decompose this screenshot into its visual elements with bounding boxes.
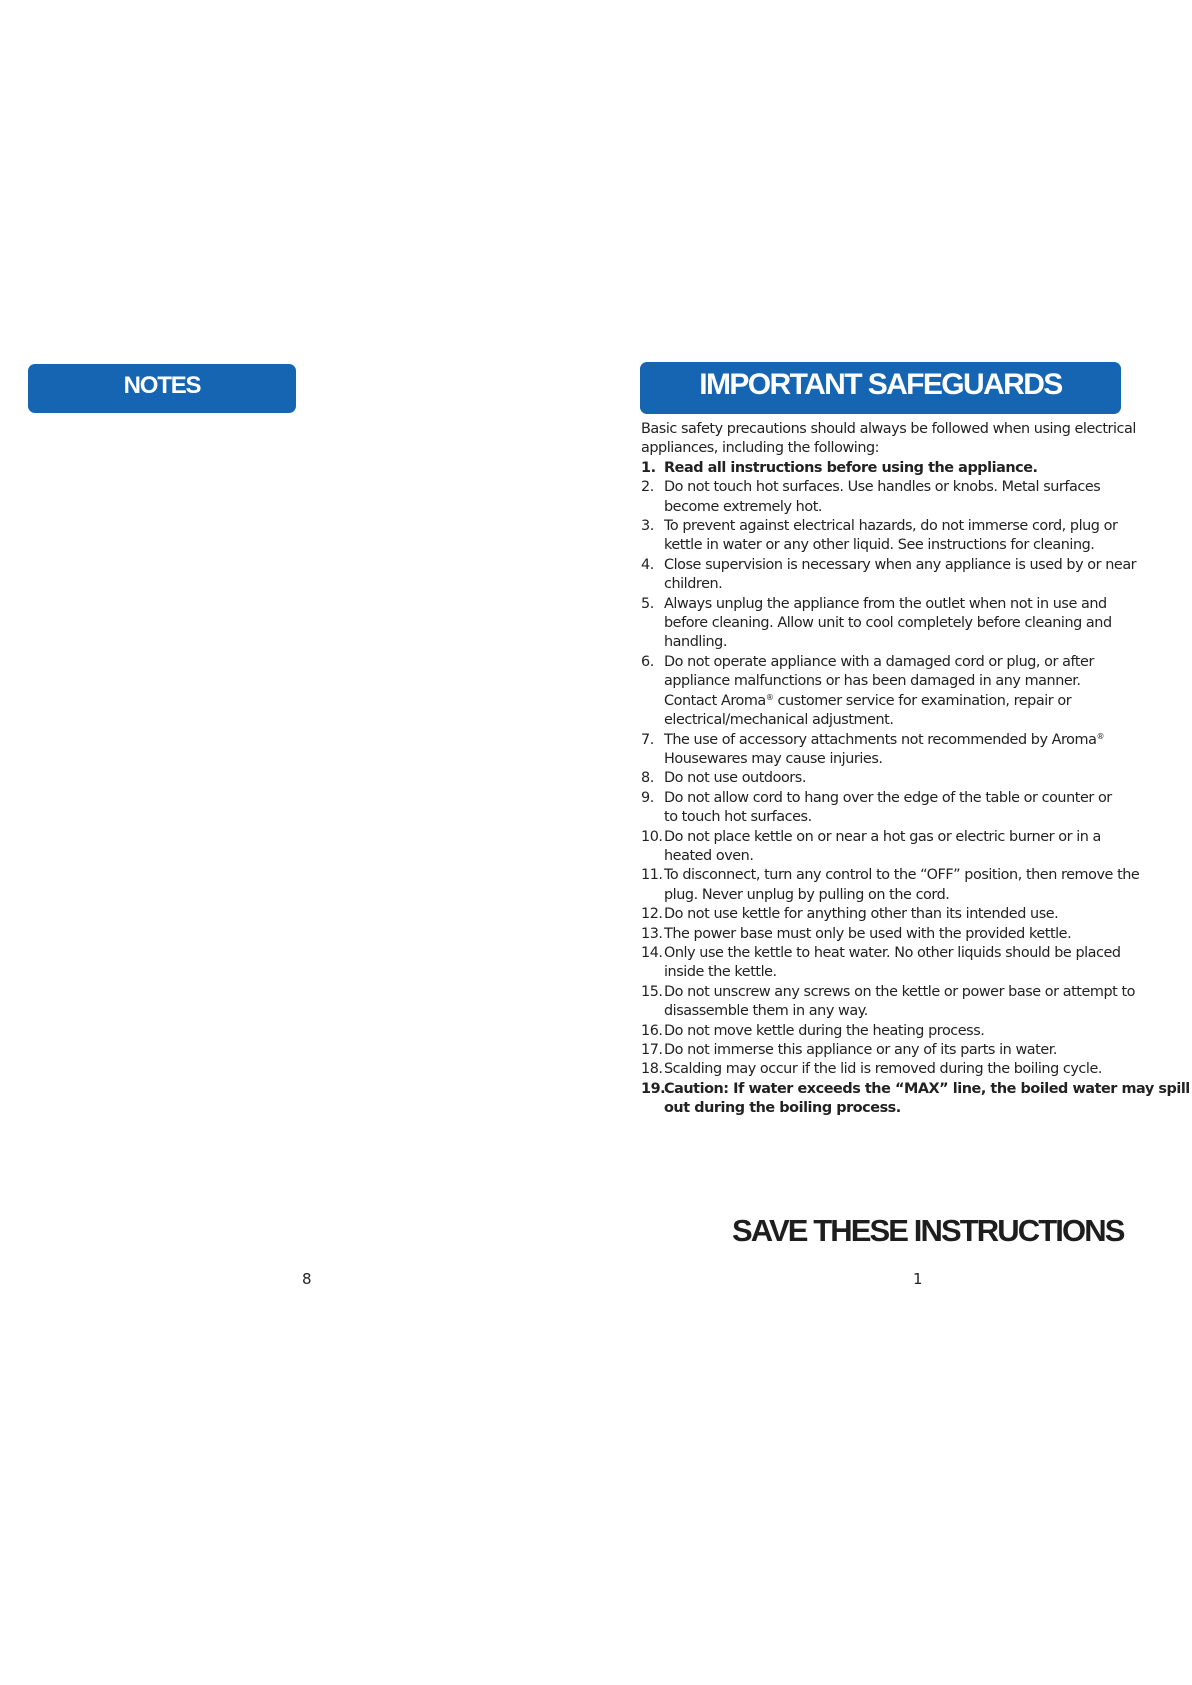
item-number: 9. [641, 789, 654, 806]
notes-header [28, 364, 296, 413]
safeguard-item-13 [641, 925, 1192, 944]
safeguard-item-4 [641, 556, 1192, 595]
safeguard-item-14 [641, 944, 1192, 983]
item-number: 5. [641, 595, 654, 612]
item-number: 4. [641, 556, 654, 573]
item-text: Caution: If water exceeds the “MAX” line, the boiled water may spill [664, 1080, 1190, 1097]
registered-mark: ® [765, 692, 774, 702]
item-text: become extremely hot. [664, 498, 823, 515]
item-text: Housewares may cause injuries. [664, 750, 883, 767]
item-text: customer service for examination, repair or [773, 692, 1072, 709]
item-text: heated oven. [664, 847, 754, 864]
item-text: Do not touch hot surfaces. Use handles or knobs. Metal surfaces [664, 479, 1101, 496]
item-text: Do not immerse this appliance or any of its parts in water. [664, 1042, 1057, 1058]
item-number: 11. [641, 867, 663, 884]
page-number-right: 1 [913, 1270, 923, 1288]
item-number: 3. [641, 518, 654, 535]
safeguard-item-16 [641, 1022, 1192, 1041]
safeguard-list [641, 459, 1192, 1119]
item-text: appliance malfunctions or has been damaged in any manner. [664, 673, 1081, 690]
intro-paragraph [641, 420, 1192, 459]
item-text: The use of accessory attachments not recommended by Aroma [664, 731, 1097, 748]
item-number: 12. [641, 906, 663, 923]
item-number: 7. [641, 731, 654, 748]
item-number: 1. [641, 459, 656, 476]
item-text: children. [664, 576, 723, 593]
item-text: The power base must only be used with the provided kettle. [664, 925, 1072, 942]
item-text: out during the boiling process. [664, 1100, 901, 1117]
safeguard-item-15 [641, 983, 1192, 1022]
item-text: Do not use outdoors. [664, 770, 806, 787]
item-text-line [664, 692, 1192, 711]
item-text: kettle in water or any other liquid. See instructions for cleaning. [664, 537, 1095, 554]
safeguard-item-17 [641, 1041, 1192, 1060]
item-text: To prevent against electrical hazards, do not immerse cord, plug or [664, 518, 1118, 535]
safeguard-item-12 [641, 905, 1192, 924]
item-text: Do not allow cord to hang over the edge of the table or counter or [664, 789, 1112, 806]
safeguard-item-6 [641, 653, 1192, 731]
safeguard-item-9 [641, 789, 1192, 828]
item-text: Close supervision is necessary when any appliance is used by or near [664, 556, 1137, 573]
item-number: 15. [641, 983, 663, 1000]
safeguards-title: IMPORTANT SAFEGUARDS [699, 368, 1062, 401]
item-text: Do not place kettle on or near a hot gas or electric burner or in a [664, 828, 1101, 845]
safeguard-item-1 [641, 459, 1192, 478]
registered-mark: ® [1096, 731, 1105, 741]
item-text: before cleaning. Allow unit to cool completely before cleaning and [664, 615, 1112, 632]
item-text: Do not unscrew any screws on the kettle or power base or attempt to [664, 983, 1136, 1000]
item-number: 10. [641, 828, 663, 845]
item-text: Do not operate appliance with a damaged cord or plug, or after [664, 653, 1094, 670]
item-text: Scalding may occur if the lid is removed during the boiling cycle. [664, 1061, 1102, 1078]
safeguard-item-5 [641, 595, 1192, 653]
item-text: Do not move kettle during the heating process. [664, 1022, 985, 1039]
intro-line: Basic safety precautions should always be followed when using electrical [641, 421, 1136, 437]
item-text: to touch hot surfaces. [664, 809, 812, 826]
safeguard-item-3 [641, 517, 1192, 556]
item-text: electrical/mechanical adjustment. [664, 712, 894, 729]
item-text-line [664, 731, 1192, 750]
item-number: 17. [641, 1042, 663, 1058]
item-text: Contact Aroma [664, 692, 766, 709]
item-text: plug. Never unplug by pulling on the cord. [664, 886, 950, 903]
item-text: disassemble them in any way. [664, 1003, 868, 1020]
item-number: 14. [641, 944, 663, 961]
item-number: 19. [641, 1080, 666, 1097]
safeguard-item-7 [641, 731, 1192, 770]
item-text: Only use the kettle to heat water. No other liquids should be placed [664, 944, 1121, 961]
item-number: 16. [641, 1022, 663, 1039]
safeguard-item-8 [641, 769, 1192, 788]
page-number-left: 8 [302, 1270, 312, 1288]
item-number: 6. [641, 653, 654, 670]
intro-line: appliances, including the following: [641, 440, 880, 457]
safeguards-header [640, 362, 1121, 414]
safeguard-item-18 [641, 1060, 1192, 1079]
item-text: Always unplug the appliance from the outlet when not in use and [664, 595, 1107, 612]
item-number: 8. [641, 770, 654, 787]
safeguard-item-19 [641, 1080, 1192, 1119]
safeguards-section [641, 420, 1192, 1119]
safeguard-item-11 [641, 866, 1192, 905]
item-text: Do not use kettle for anything other than its intended use. [664, 906, 1059, 923]
save-instructions-heading: SAVE THESE INSTRUCTIONS [732, 1213, 1124, 1248]
item-text: To disconnect, turn any control to the “OFF” position, then remove the [664, 867, 1140, 884]
safeguard-item-10 [641, 828, 1192, 867]
item-text: inside the kettle. [664, 964, 777, 981]
item-number: 13. [641, 925, 663, 942]
item-number: 2. [641, 479, 654, 496]
notes-title: NOTES [123, 371, 201, 399]
safeguard-item-2 [641, 478, 1192, 517]
item-text: Read all instructions before using the appliance. [664, 459, 1038, 476]
item-text: handling. [664, 634, 727, 651]
item-number: 18. [641, 1061, 663, 1078]
